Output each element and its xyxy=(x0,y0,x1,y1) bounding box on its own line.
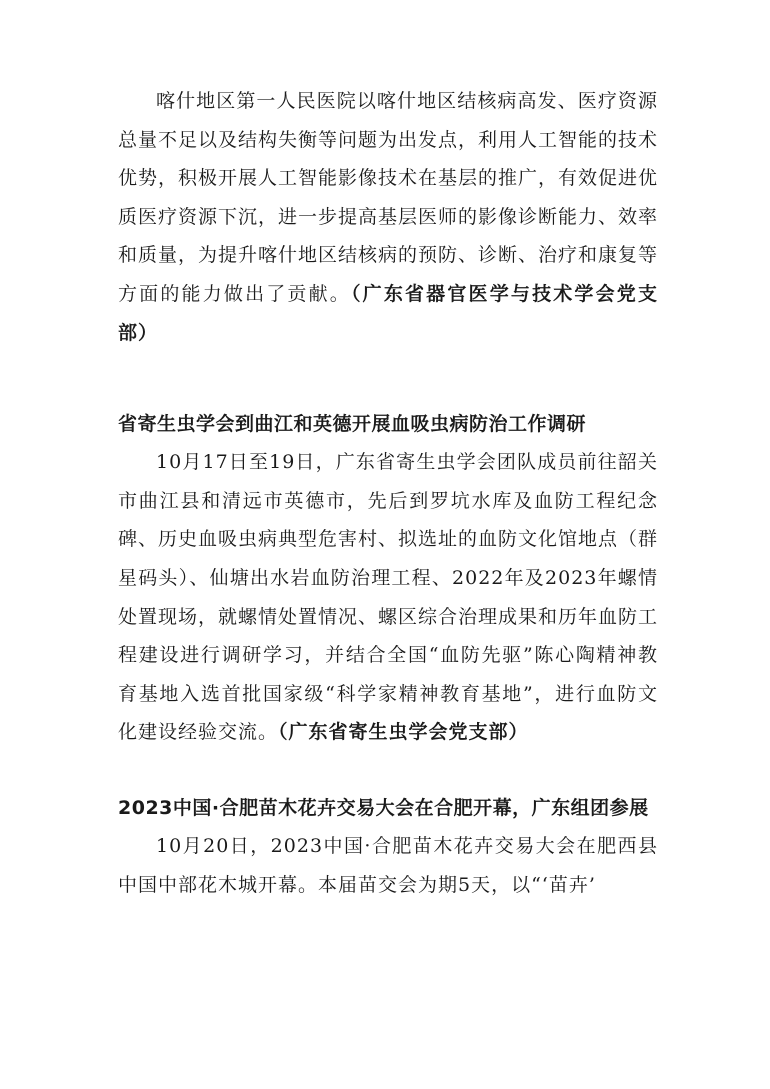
article-paragraph-1 xyxy=(118,82,658,352)
article-paragraph-2 xyxy=(118,443,658,752)
article-paragraph-3 xyxy=(118,827,658,904)
article-title-3: 2023中国·合肥苗木花卉交易大会在合肥开幕，广东组团参展 xyxy=(118,796,649,819)
article-body-1: 喀什地区第一人民医院以喀什地区结核病高发、医疗资源总量不足以及结构失衡等问题为出发点，利用人工智能的技术优势，积极开展人工智能影像技术在基层的推广，有效促进优质医疗资源下沉，进一步提高基层医师的影像诊断能力、效率和质量，为提升喀什地区结核病的预防、诊断、治疗和康复等方面的能力做出了贡献。 xyxy=(118,90,659,305)
article-title-2: 省寄生虫学会到曲江和英德开展血吸虫病防治工作调研 xyxy=(118,413,587,436)
article-source-2: （广东省寄生虫学会党支部） xyxy=(278,721,529,744)
article-body-2: 10月17日至19日，广东省寄生虫学会团队成员前往韶关市曲江县和清远市英德市，先后到罗坑水库及血防工程纪念碑、历史血吸虫病典型危害村、拟选址的血防文化馆地点（群星码头）、仙塘出水岩血防治理工程、2022年及2023年螺情处置现场，就螺情处置情况、螺区综合治理成果和历年血防工程建设进行调研学习，并结合全国“血防先驱”陈心陶精神教育基地入选首批国家级“科学家精神教育基地”，进行血防文化建设经验交流。 xyxy=(118,451,659,744)
article-source-1: （广东省器官医学与技术学会党支部） xyxy=(118,282,658,344)
article-body-3: 10月20日，2023中国·合肥苗木花卉交易大会在肥西县中国中部花木城开幕。本届苗交会为期5天，以“‘苗卉’ xyxy=(118,834,658,896)
document-page xyxy=(118,82,658,904)
